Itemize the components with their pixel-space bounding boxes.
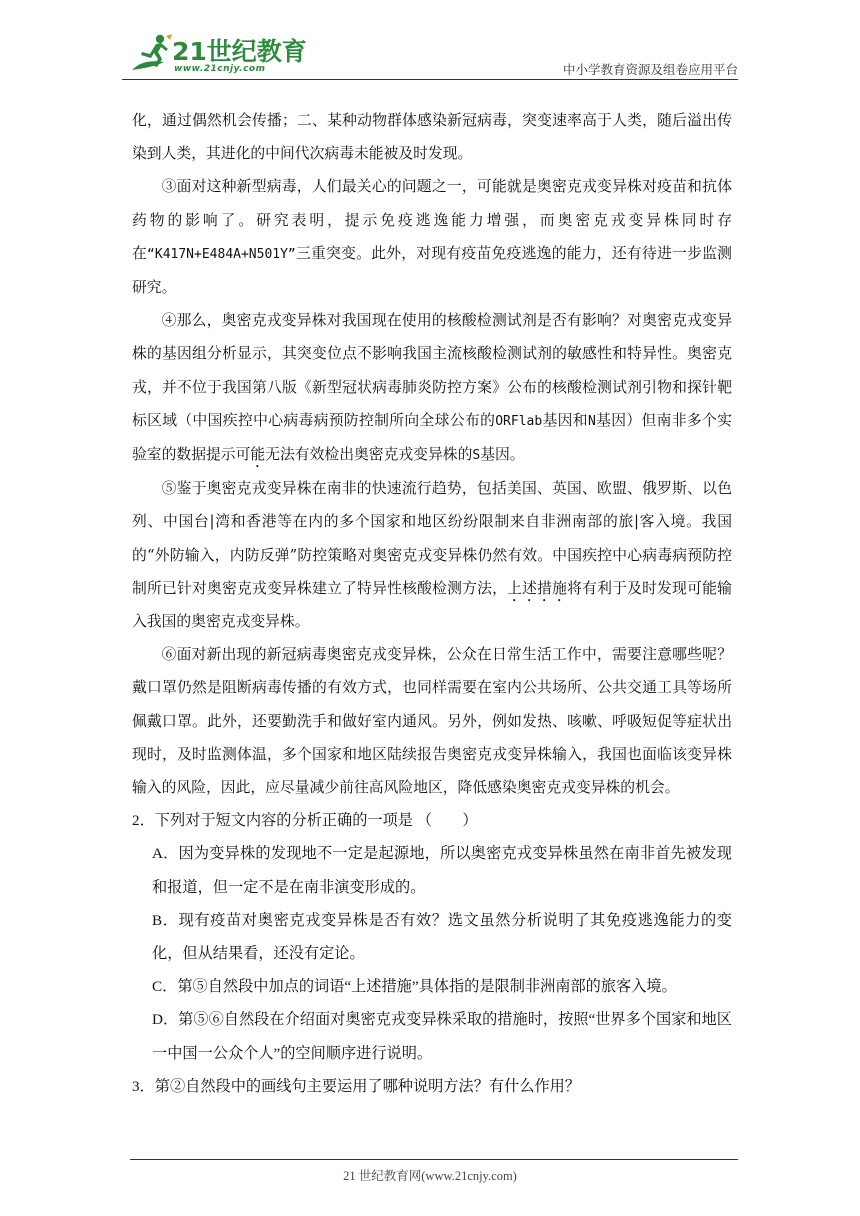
paragraph-3 xyxy=(132,170,732,304)
paragraph-text: 将有利于及时发现可能输入我国的奥密克戎变异株。 xyxy=(132,579,732,631)
logo-brand-text: 21世纪教育 xyxy=(172,37,307,66)
footer-text[interactable]: 21 世纪教育网(www.21cnjy.com) xyxy=(343,1169,517,1183)
paragraph-text: 化，通过偶然机会传播；二、某种动物群体感染新冠病毒，突变速率高于人类，随后溢出传染到人类，其进化的中间代次病毒未能被及时发现。 xyxy=(132,112,732,163)
platform-title: 中小学教育资源及组卷应用平台 xyxy=(562,62,738,77)
emphasized-word: 能 xyxy=(250,446,266,464)
document-body xyxy=(132,104,732,1103)
question-3: 3．第②自然段中的画线句主要运用了哪种说明方法？有什么作用？ xyxy=(132,1077,581,1095)
paragraph-5 xyxy=(132,472,732,638)
mutation-code: “K417N+E484A+N501Y” xyxy=(147,246,296,262)
logo-site-text: www.21cnjy.com xyxy=(174,64,266,74)
paragraph-continuation xyxy=(132,104,732,170)
option-c[interactable]: C．第⑤自然段中加点的词语“上述措施”具体指的是限制非洲南部的旅客入境。 xyxy=(152,978,677,996)
option-d[interactable]: D．第⑤⑥自然段在介绍面对奥密克戎变异株采取的措施时，按照“世界多个国家和地区一中国一公众个人”的空间顺序进行说明。 xyxy=(152,1011,732,1062)
gene-name: N xyxy=(587,413,596,429)
paragraph-text: 三重突变。此外，对现有疫苗免疫逃逸的能力，还有待进一步监测研究。 xyxy=(132,244,732,297)
paragraph-text: 基因）但南非多个实验室的数据提示可 xyxy=(132,411,732,464)
footer-divider xyxy=(130,1159,738,1160)
gene-name: ORFlab xyxy=(495,413,543,429)
option-b[interactable]: B．现有疫苗对奥密克戎变异株是否有效？选文虽然分析说明了其免疫逃逸能力的变化，但从结果看，还没有定论。 xyxy=(152,911,732,963)
runner-logo-icon xyxy=(130,32,174,74)
paragraph-text: 基因和 xyxy=(542,411,588,429)
paragraph-4 xyxy=(132,304,732,472)
paragraph-text: ⑤鉴于奥密克戎变异株在南非的快速流行趋势，包括美国、英国、欧盟、俄罗斯、以色列、中国台|湾和香港等在内的多个国家和地区纷纷限制来自非洲南部的旅|客入境。我国的“外防输入，内防反弹”防控策略对奥密克戎变异株仍然有效。中国疾控中心病毒病预防控制所已针对奥密克戎变异株建立了特异性核酸检测方法， xyxy=(132,480,732,597)
gene-name: S xyxy=(472,448,481,464)
emphasized-phrase: 上述措施 xyxy=(507,579,568,597)
page-header xyxy=(122,30,738,82)
question-2: 2．下列对于短文内容的分析正确的一项是 （ ） xyxy=(132,812,478,830)
paragraph-text: 无法有效检出奥密克戎变异株的 xyxy=(265,446,473,464)
option-a[interactable]: A．因为变异株的发现地不一定是起源地，所以奥密克戎变异株虽然在南非首先被发现和报道，但一定不是在南非演变形成的。 xyxy=(152,845,732,896)
site-logo[interactable] xyxy=(122,30,307,78)
paragraph-6 xyxy=(132,638,732,804)
paragraph-text: ④那么，奥密克戎变异株对我国现在使用的核酸检测试剂是否有影响？对奥密克戎变异株的基因组分析显示，其突变位点不影响我国主流核酸检测试剂的敏感性和特异性。奥密克戎，并不位于我国第八版《新型冠状病毒肺炎防控方案》公布的核酸检测试剂引物和探针靶标区域（中国疾控中心病毒病预防控制所向全球公布的 xyxy=(132,312,732,429)
header-divider xyxy=(122,79,738,80)
paragraph-text: 基因。 xyxy=(480,446,525,464)
paragraph-text: ③面对这种新型病毒，人们最关心的问题之一，可能就是奥密克戎变异株对疫苗和抗体药物的影响了。研究表明，提示免疫逃逸能力增强，而奥密克戎变异株同时存在 xyxy=(132,178,732,262)
paragraph-text: ⑥面对新出现的新冠病毒奥密克戎变异株，公众在日常生活工作中，需要注意哪些呢？戴口罩仍然是阻断病毒传播的有效方式，也同样需要在室内公共场所、公共交通工具等场所佩戴口罩。此外，还要勤洗手和做好室内通风。另外，例如发热、咳嗽、呼吸短促等症状出现时，及时监测体温，多个国家和地区陆续报告奥密克戎变异株输入，我国也面临该变异株输入的风险，因此，应尽量减少前往高风险地区，降低感染奥密克戎变异株的机会。 xyxy=(132,646,732,797)
